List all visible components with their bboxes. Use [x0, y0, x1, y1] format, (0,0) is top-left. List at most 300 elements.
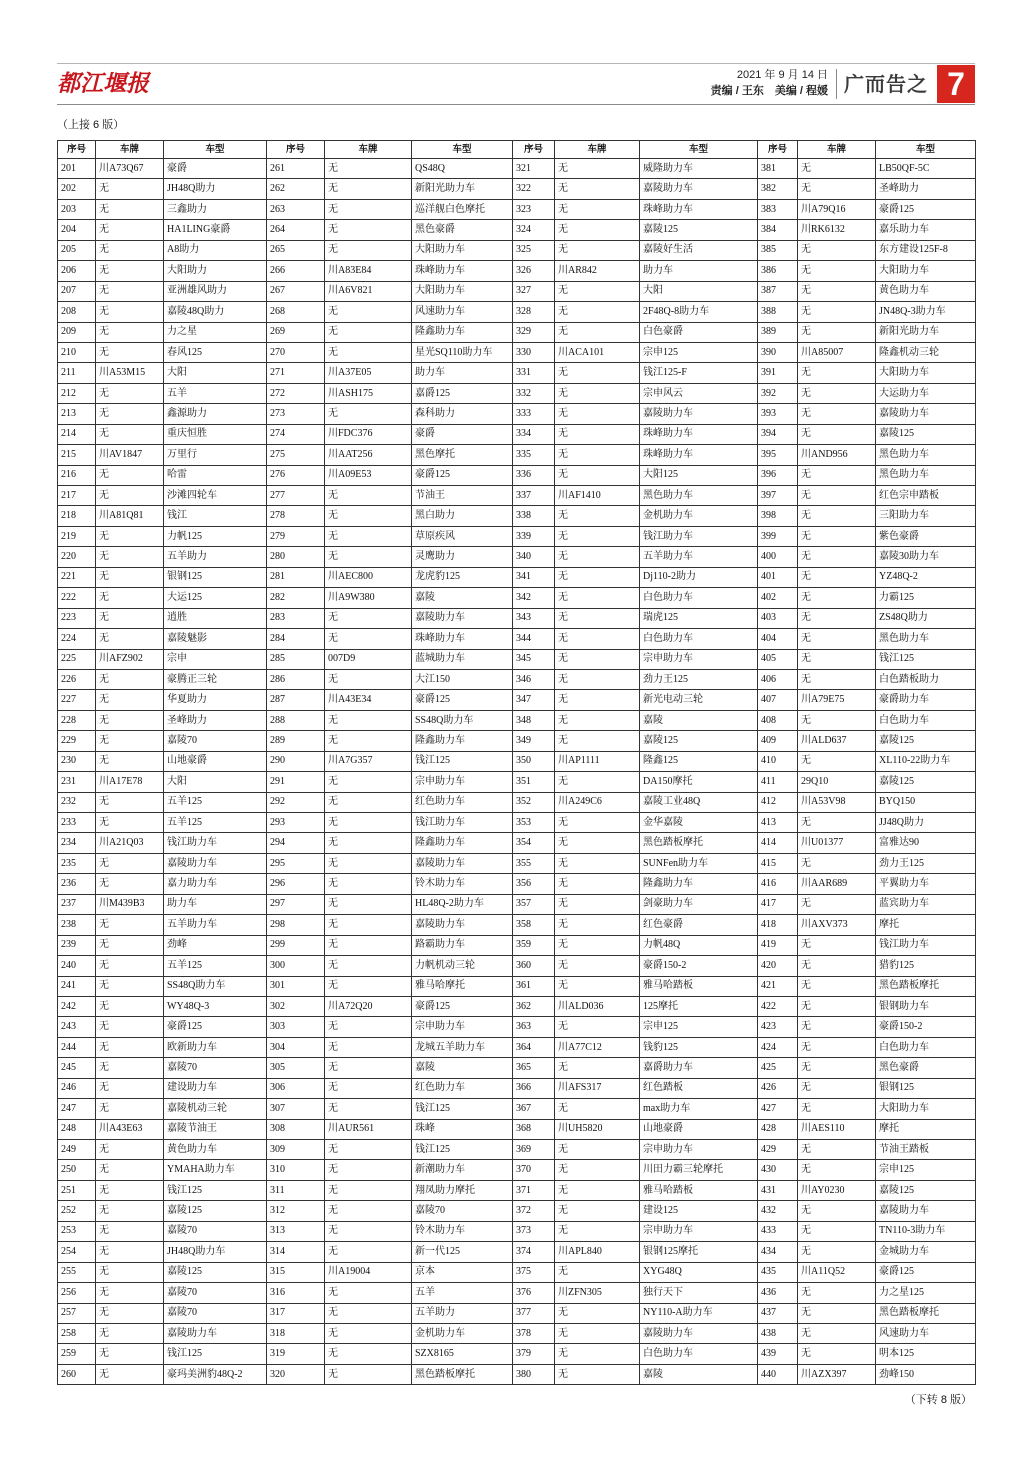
cell-seq: 386 [758, 261, 798, 281]
cell-model: 劲力王125 [640, 669, 758, 689]
cell-seq: 316 [267, 1283, 325, 1303]
cell-seq: 297 [267, 894, 325, 914]
cell-seq: 385 [758, 240, 798, 260]
cell-seq: 317 [267, 1303, 325, 1323]
cell-plate: 无 [325, 1037, 412, 1057]
cell-seq: 276 [267, 465, 325, 485]
cell-seq: 322 [513, 179, 555, 199]
cell-model: 宗申125 [640, 1017, 758, 1037]
cell-plate: 无 [325, 486, 412, 506]
table-row [58, 649, 976, 669]
cell-seq: 306 [267, 1078, 325, 1098]
cell-seq: 250 [58, 1160, 96, 1180]
cell-plate: 川ASH175 [325, 383, 412, 403]
cell-model: 嘉陵48Q助力 [164, 302, 267, 322]
cell-seq: 223 [58, 608, 96, 628]
cell-plate: 无 [325, 1078, 412, 1098]
cell-model: 蓝城助力车 [412, 649, 513, 669]
cell-model: 嘉陵125 [876, 424, 976, 444]
cell-model: 珠峰 [412, 1119, 513, 1139]
cell-model: 钱豹125 [640, 1037, 758, 1057]
cell-model: 铃木助力车 [412, 874, 513, 894]
cell-model: 摩托 [876, 1119, 976, 1139]
cell-plate: 无 [96, 486, 164, 506]
cell-plate: 无 [798, 976, 876, 996]
cell-plate: 无 [96, 915, 164, 935]
cell-seq: 240 [58, 956, 96, 976]
cell-seq: 249 [58, 1140, 96, 1160]
cell-model: 嘉陵 [640, 710, 758, 730]
cell-model: 嘉陵70 [412, 1201, 513, 1221]
cell-plate: 无 [555, 445, 640, 465]
cell-model: 金机助力车 [640, 506, 758, 526]
cell-plate: 川A249C6 [555, 792, 640, 812]
cell-plate: 川A7G357 [325, 751, 412, 771]
cell-model: 力霸125 [876, 588, 976, 608]
column-header-seq: 序号 [513, 141, 555, 159]
cell-seq: 395 [758, 445, 798, 465]
table-row [58, 404, 976, 424]
cell-plate: 无 [325, 915, 412, 935]
cell-plate: 川A81Q81 [96, 506, 164, 526]
cell-model: 嘉陵助力车 [876, 1201, 976, 1221]
cell-model: 明本125 [876, 1344, 976, 1364]
table-row [58, 240, 976, 260]
cell-plate: 无 [555, 772, 640, 792]
table-row [58, 1364, 976, 1384]
table-row [58, 915, 976, 935]
cell-model: JJ48Q助力 [876, 813, 976, 833]
cell-model: 瑞虎125 [640, 608, 758, 628]
cell-plate: 无 [798, 1160, 876, 1180]
table-row [58, 751, 976, 771]
cell-plate: 无 [798, 322, 876, 342]
cell-plate: 无 [96, 996, 164, 1016]
cell-plate: 无 [798, 363, 876, 383]
cell-plate: 无 [555, 853, 640, 873]
cell-model: 豪腾正三轮 [164, 669, 267, 689]
cell-plate: 川A72Q20 [325, 996, 412, 1016]
table-row [58, 159, 976, 179]
cell-model: 银钢125 [876, 1078, 976, 1098]
cell-seq: 376 [513, 1283, 555, 1303]
cell-seq: 420 [758, 956, 798, 976]
cell-plate: 无 [96, 424, 164, 444]
cell-seq: 204 [58, 220, 96, 240]
cell-model: 银钢125摩托 [640, 1242, 758, 1262]
cell-plate: 无 [325, 1221, 412, 1241]
cell-seq: 404 [758, 629, 798, 649]
cell-model: 建设助力车 [164, 1078, 267, 1098]
cell-model: JN48Q-3助力车 [876, 302, 976, 322]
cell-seq: 219 [58, 526, 96, 546]
cell-seq: 245 [58, 1058, 96, 1078]
table-row [58, 1017, 976, 1037]
cell-model: 嘉陵机动三轮 [164, 1099, 267, 1119]
cell-plate: 无 [325, 1099, 412, 1119]
cell-plate: 川A37E05 [325, 363, 412, 383]
cell-plate: 川M439B3 [96, 894, 164, 914]
cell-seq: 253 [58, 1221, 96, 1241]
cell-plate: 川AXV373 [798, 915, 876, 935]
table-row [58, 833, 976, 853]
cell-model: 豪爵125 [164, 1017, 267, 1037]
cell-model: 京本 [412, 1262, 513, 1282]
cell-model: 珠峰助力车 [412, 261, 513, 281]
cell-model: 五羊125 [164, 813, 267, 833]
cell-model: 豪爵 [164, 159, 267, 179]
cell-model: 宗申助力车 [412, 1017, 513, 1037]
cell-plate: 无 [798, 526, 876, 546]
cell-plate: 川RK6132 [798, 220, 876, 240]
cell-plate: 无 [325, 240, 412, 260]
cell-seq: 288 [267, 710, 325, 730]
cell-seq: 369 [513, 1140, 555, 1160]
cell-model: 助力车 [164, 894, 267, 914]
cell-model: 宗申风云 [640, 383, 758, 403]
cell-seq: 396 [758, 465, 798, 485]
column-header-plate: 车牌 [798, 141, 876, 159]
cell-seq: 364 [513, 1037, 555, 1057]
table-row [58, 1242, 976, 1262]
cell-model: 五羊助力车 [164, 915, 267, 935]
cell-model: 豪爵 [412, 424, 513, 444]
cell-model: 嘉陵125 [640, 731, 758, 751]
cell-model: 劲峰 [164, 935, 267, 955]
cell-model: JH48Q助力车 [164, 1242, 267, 1262]
cell-model: 大阳助力车 [876, 261, 976, 281]
cell-seq: 377 [513, 1303, 555, 1323]
cell-seq: 365 [513, 1058, 555, 1078]
cell-plate: 无 [555, 669, 640, 689]
cell-plate: 无 [555, 1160, 640, 1180]
cell-model: 黑色踏板摩托 [876, 1303, 976, 1323]
cell-seq: 218 [58, 506, 96, 526]
cell-seq: 374 [513, 1242, 555, 1262]
cell-plate: 无 [555, 302, 640, 322]
cell-model: 雅马哈踏板 [640, 976, 758, 996]
cell-model: 紫色豪爵 [876, 526, 976, 546]
cell-seq: 301 [267, 976, 325, 996]
cell-plate: 无 [96, 547, 164, 567]
cell-seq: 312 [267, 1201, 325, 1221]
cell-model: 钱江125-F [640, 363, 758, 383]
cell-plate: 川AND956 [798, 445, 876, 465]
cell-plate: 无 [325, 813, 412, 833]
table-row [58, 1283, 976, 1303]
cell-plate: 无 [798, 813, 876, 833]
cell-seq: 434 [758, 1242, 798, 1262]
cell-model: 隆鑫助力车 [640, 874, 758, 894]
table-row [58, 690, 976, 710]
cell-seq: 414 [758, 833, 798, 853]
cell-seq: 267 [267, 281, 325, 301]
table-row [58, 261, 976, 281]
cell-seq: 331 [513, 363, 555, 383]
cell-plate: 无 [798, 1221, 876, 1241]
cell-seq: 357 [513, 894, 555, 914]
cell-seq: 209 [58, 322, 96, 342]
cell-seq: 293 [267, 813, 325, 833]
table-row [58, 874, 976, 894]
table-row [58, 1344, 976, 1364]
cell-seq: 323 [513, 199, 555, 219]
page-number-badge: 7 [937, 65, 975, 103]
cell-model: 珠峰助力车 [640, 445, 758, 465]
cell-seq: 334 [513, 424, 555, 444]
cell-model: YZ48Q-2 [876, 567, 976, 587]
cell-model: 嘉陵70 [164, 731, 267, 751]
cell-model: 嘉陵125 [164, 1262, 267, 1282]
cell-plate: 川ACA101 [555, 342, 640, 362]
cell-seq: 260 [58, 1364, 96, 1384]
cell-seq: 381 [758, 159, 798, 179]
continued-to-note: （下转 8 版） [904, 1394, 972, 1406]
cell-model: 星光SQ110助力车 [412, 342, 513, 362]
cell-plate: 无 [96, 322, 164, 342]
cell-model: 黑色踏板摩托 [876, 976, 976, 996]
cell-model: 五羊助力 [412, 1303, 513, 1323]
cell-plate: 无 [555, 649, 640, 669]
table-row [58, 1078, 976, 1098]
cell-model: 嘉陵 [640, 1364, 758, 1384]
table-row [58, 1303, 976, 1323]
cell-plate: 无 [325, 1160, 412, 1180]
cell-model: 嘉爵助力车 [640, 1058, 758, 1078]
cell-plate: 无 [325, 1180, 412, 1200]
table-row [58, 383, 976, 403]
cell-plate: 无 [96, 1323, 164, 1343]
cell-plate: 川A9W380 [325, 588, 412, 608]
cell-plate: 无 [325, 1242, 412, 1262]
cell-plate: 川A43E63 [96, 1119, 164, 1139]
cell-plate: 无 [96, 567, 164, 587]
cell-seq: 289 [267, 731, 325, 751]
cell-model: 珠峰助力车 [640, 424, 758, 444]
cell-seq: 406 [758, 669, 798, 689]
cell-model: 大阳 [164, 363, 267, 383]
cell-plate: 川AFZ902 [96, 649, 164, 669]
cell-seq: 278 [267, 506, 325, 526]
cell-model: 红色助力车 [412, 1078, 513, 1098]
cell-plate: 无 [325, 1323, 412, 1343]
cell-model: ZS48Q助力 [876, 608, 976, 628]
table-row [58, 1099, 976, 1119]
cell-plate: 无 [96, 261, 164, 281]
cell-seq: 325 [513, 240, 555, 260]
vehicle-list-table [57, 140, 976, 1385]
cell-seq: 211 [58, 363, 96, 383]
cell-seq: 287 [267, 690, 325, 710]
cell-plate: 无 [555, 629, 640, 649]
cell-plate: 无 [555, 1303, 640, 1323]
cell-seq: 244 [58, 1037, 96, 1057]
cell-model: 蓝宾助力车 [876, 894, 976, 914]
cell-model: 嘉力助力车 [164, 874, 267, 894]
cell-plate: 无 [798, 1201, 876, 1221]
cell-seq: 233 [58, 813, 96, 833]
cell-plate: 无 [555, 710, 640, 730]
cell-model: 嘉陵 [412, 1058, 513, 1078]
table-row [58, 1119, 976, 1139]
cell-plate: 无 [555, 383, 640, 403]
cell-seq: 290 [267, 751, 325, 771]
cell-plate: 无 [325, 935, 412, 955]
cell-seq: 305 [267, 1058, 325, 1078]
cell-seq: 241 [58, 976, 96, 996]
cell-seq: 201 [58, 159, 96, 179]
cell-model: 威隆助力车 [640, 159, 758, 179]
cell-seq: 298 [267, 915, 325, 935]
cell-model: QS48Q [412, 159, 513, 179]
cell-seq: 410 [758, 751, 798, 771]
cell-model: 银钢125 [164, 567, 267, 587]
cell-plate: 无 [555, 179, 640, 199]
cell-plate: 无 [798, 547, 876, 567]
cell-seq: 347 [513, 690, 555, 710]
cell-plate: 无 [798, 1078, 876, 1098]
cell-model: NY110-A助力车 [640, 1303, 758, 1323]
cell-model: 黄色助力车 [876, 281, 976, 301]
cell-plate: 无 [555, 915, 640, 935]
cell-model: 大阳 [640, 281, 758, 301]
cell-plate: 无 [96, 1201, 164, 1221]
cell-seq: 431 [758, 1180, 798, 1200]
cell-plate: 无 [555, 608, 640, 628]
cell-plate: 无 [798, 1017, 876, 1037]
cell-seq: 359 [513, 935, 555, 955]
cell-seq: 299 [267, 935, 325, 955]
cell-model: 嘉陵助力车 [164, 1323, 267, 1343]
cell-seq: 239 [58, 935, 96, 955]
cell-seq: 383 [758, 199, 798, 219]
cell-model: 逍胜 [164, 608, 267, 628]
cell-model: 嘉乐助力车 [876, 220, 976, 240]
cell-plate: 川A79Q16 [798, 199, 876, 219]
column-header-model: 车型 [876, 141, 976, 159]
cell-model: LB50QF-5C [876, 159, 976, 179]
cell-seq: 368 [513, 1119, 555, 1139]
cell-plate: 无 [96, 1058, 164, 1078]
cell-model: 森科助力 [412, 404, 513, 424]
continued-from-note: （上接 6 版） [57, 119, 125, 131]
cell-seq: 399 [758, 526, 798, 546]
cell-plate: 无 [555, 220, 640, 240]
cell-seq: 269 [267, 322, 325, 342]
cell-seq: 212 [58, 383, 96, 403]
cell-model: 川田力霸三轮摩托 [640, 1160, 758, 1180]
cell-seq: 247 [58, 1099, 96, 1119]
cell-seq: 242 [58, 996, 96, 1016]
cell-model: 钱江125 [412, 751, 513, 771]
cell-model: 金华嘉陵 [640, 813, 758, 833]
cell-plate: 无 [96, 526, 164, 546]
cell-model: 钱江 [164, 506, 267, 526]
cell-model: 嘉陵30助力车 [876, 547, 976, 567]
cell-plate: 无 [555, 1058, 640, 1078]
cell-model: 力之星125 [876, 1283, 976, 1303]
cell-model: 剑豪助力车 [640, 894, 758, 914]
cell-seq: 284 [267, 629, 325, 649]
cell-plate: 无 [555, 731, 640, 751]
cell-plate: 川A77C12 [555, 1037, 640, 1057]
cell-model: 白色助力车 [876, 710, 976, 730]
cell-seq: 332 [513, 383, 555, 403]
cell-seq: 281 [267, 567, 325, 587]
cell-plate: 川AF1410 [555, 486, 640, 506]
cell-plate: 川AES110 [798, 1119, 876, 1139]
cell-seq: 405 [758, 649, 798, 669]
cell-plate: 无 [555, 976, 640, 996]
cell-seq: 207 [58, 281, 96, 301]
cell-seq: 274 [267, 424, 325, 444]
cell-plate: 无 [96, 710, 164, 730]
cell-model: 宗申助力车 [412, 772, 513, 792]
cell-seq: 419 [758, 935, 798, 955]
cell-plate: 无 [798, 1037, 876, 1057]
cell-seq: 314 [267, 1242, 325, 1262]
cell-plate: 无 [555, 1201, 640, 1221]
cell-seq: 402 [758, 588, 798, 608]
cell-seq: 393 [758, 404, 798, 424]
cell-seq: 304 [267, 1037, 325, 1057]
cell-plate: 无 [325, 1058, 412, 1078]
cell-model: 宗申 [164, 649, 267, 669]
cell-plate: 无 [96, 1344, 164, 1364]
cell-model: 嘉陵 [412, 588, 513, 608]
cell-model: 雅马哈踏板 [640, 1180, 758, 1200]
cell-model: 嘉陵助力车 [412, 853, 513, 873]
cell-seq: 252 [58, 1201, 96, 1221]
cell-seq: 259 [58, 1344, 96, 1364]
cell-model: 路霸助力车 [412, 935, 513, 955]
cell-seq: 343 [513, 608, 555, 628]
cell-plate: 无 [96, 751, 164, 771]
cell-model: 宗申助力车 [640, 649, 758, 669]
cell-plate: 无 [325, 1201, 412, 1221]
cell-seq: 251 [58, 1180, 96, 1200]
cell-model: 五羊 [164, 383, 267, 403]
cell-plate: 无 [325, 506, 412, 526]
cell-seq: 257 [58, 1303, 96, 1323]
newspaper-logo[interactable]: 都江堰报 [57, 70, 149, 97]
cell-plate: 无 [96, 199, 164, 219]
table-row [58, 629, 976, 649]
cell-plate: 无 [798, 853, 876, 873]
cell-model: 钱江125 [164, 1180, 267, 1200]
cell-plate: 无 [798, 1323, 876, 1343]
cell-plate: 无 [798, 710, 876, 730]
cell-model: 三阳助力车 [876, 506, 976, 526]
table-row [58, 567, 976, 587]
column-header-model: 车型 [640, 141, 758, 159]
cell-model: 新一代125 [412, 1242, 513, 1262]
cell-model: 嘉陵工业48Q [640, 792, 758, 812]
cell-model: 三鑫助力 [164, 199, 267, 219]
cell-plate: 无 [325, 526, 412, 546]
cell-plate: 无 [325, 976, 412, 996]
cell-plate: 无 [325, 404, 412, 424]
cell-seq: 262 [267, 179, 325, 199]
cell-plate: 无 [325, 1344, 412, 1364]
cell-plate: 无 [798, 1058, 876, 1078]
cell-model: 山地豪爵 [640, 1119, 758, 1139]
cell-seq: 426 [758, 1078, 798, 1098]
cell-plate: 无 [325, 1364, 412, 1384]
cell-plate: 无 [96, 669, 164, 689]
cell-plate: 无 [96, 383, 164, 403]
cell-model: 嘉陵70 [164, 1221, 267, 1241]
